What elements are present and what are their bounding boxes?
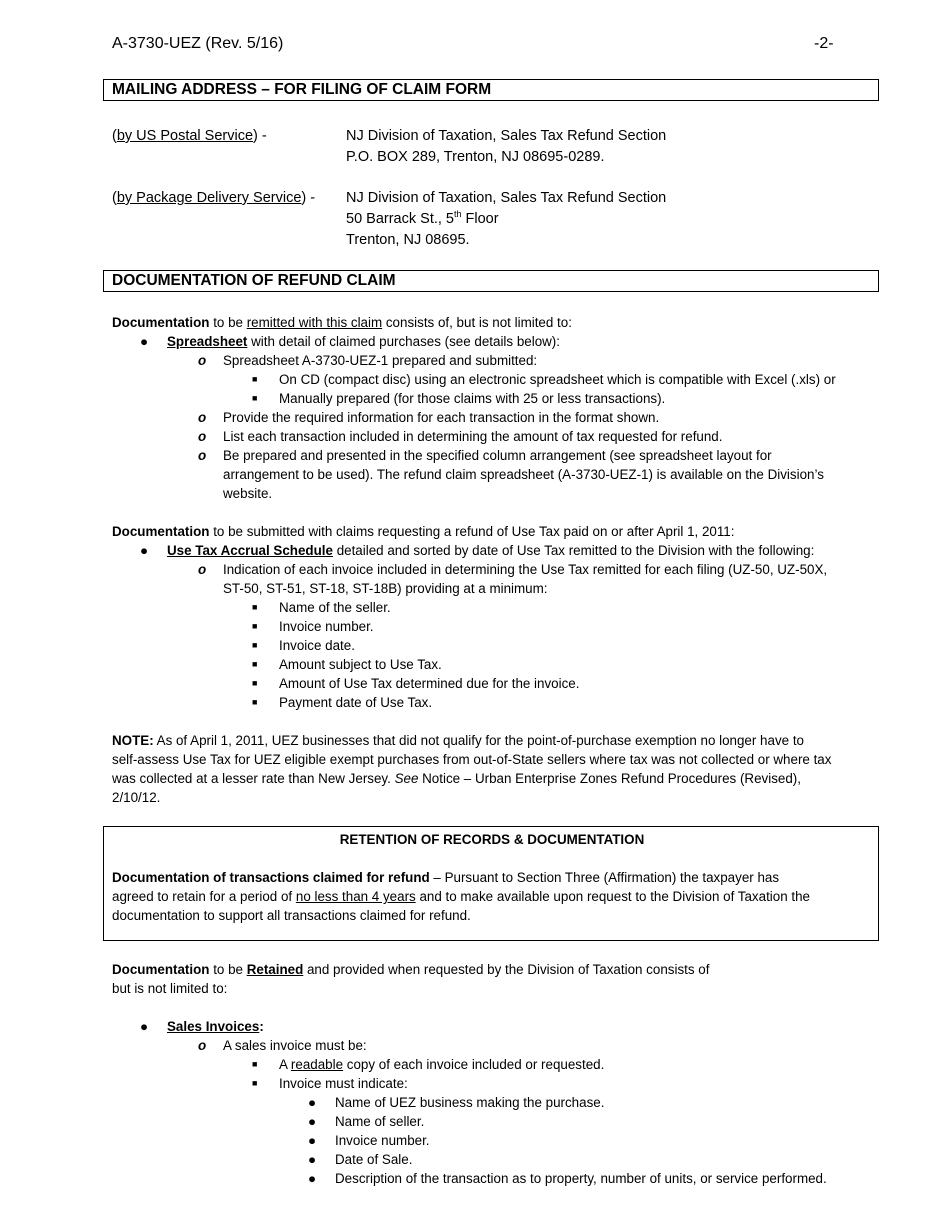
sales-invoices-section: [112, 1017, 882, 1188]
list-item: ● Spreadsheet with detail of claimed purchases (see details below):: [140, 334, 560, 349]
use-tax-intro: Documentation to be submitted with claims requesting a refund of Use Tax paid on or after April 1, 2011:: [112, 524, 735, 539]
document-page: A-3730-UEZ (Rev. 5/16) -2- MAILING ADDRESS – FOR FILING OF CLAIM FORM (by US Postal Service) - NJ Division of Taxation, Sales Tax Refund Section P.O. BOX 289, Trenton, NJ 08695-0289. (by Package Delivery Service) - NJ Division of Taxation, Sales Tax Refund Section 50 Barrack St., 5th Floor Trenton, NJ 08695. DOCUMENTATION OF REFUND CLAIM Documentation to be remitted with this claim consists of, but is not limited to: ● Spreadsheet with detail of claimed purchases (see details below): o Spreadsheet A-3730-UEZ-1 prepared and submitted: ■ On CD (compact disc) using an electronic spreadsheet which is compatible with Excel (.xls) or ■ Manually prepared (for those claims with 25 or less transactions). o Provide the required information for each transaction in the format shown. o List each transaction included in determining the amount of tax requested for refund. o Be prepared and presented in the specified column arrangement (see spreadsheet layout for arrangement to be used). The refund claim spreadsheet (A-3730-UEZ-1) is available on the Division’s website. Documentation to be submitted with claims requesting a refund of Use Tax paid on or after April 1, 2011: ● Use Tax Accrual Schedule detailed and sorted by date of Use Tax remitted to the Division with the following: o Indication of each invoice included in determining the Use Tax remitted for each filing (UZ-50, UZ-50X, ST-50, ST-51, ST-18, ST-18B) providing at a minimum: ■ Name of the seller. ■ Invoice number. ■ Invoice date. ■ Amount subject to Use Tax. ■ Amount of Use Tax determined due for the invoice. ■ Payment date of Use Tax. NOTE: As of April 1, 2011, UEZ businesses that did not qualify for the point-of-purchase exemption no longer have to self-assess Use Tax for UEZ eligible exempt purchases from out-of-State sellers where tax was not collected or where tax was collected at a lesser rate than New Jersey. See Notice – Urban Enterprise Zones Refund Procedures (Revised), 2/10/12. RETENTION OF RECORDS & DOCUMENTATION Documentation of transactions claimed for refund – Pursuant to Section Three (Affirmation) the taxpayer has agreed to retain for a period of no less than 4 years and to make available upon request to the Division of Taxation the documentation to support all transactions claimed for refund. Documentation to be Retained and provided when requested by the Division of Taxation consists of but is not limited to: ● Sales Invoices: o A sales invoice must be: ■ A readable copy of each invoice included or requested. ■ Invoice must indicate: ● Name of UEZ business making the purchase. ● Name of seller. ● Invoice number. ● Date of Sale. ● Description of the transaction as to property, number of units, or service performed.: [0, 0, 950, 1230]
square-bullet-icon: ■: [252, 1078, 258, 1088]
list-item: o Indication of each invoice included in determining the Use Tax remitted for each filing (UZ-50, UZ-50X,: [198, 562, 828, 577]
circle-bullet-icon: o: [198, 410, 207, 425]
list-item: ■ On CD (compact disc) using an electronic spreadsheet which is compatible with Excel (.xls) or: [252, 372, 836, 387]
square-bullet-icon: ■: [252, 697, 258, 707]
circle-bullet-icon: o: [198, 353, 207, 368]
list-item: ● Description of the transaction as to property, number of units, or service performed.: [308, 1171, 827, 1186]
square-bullet-icon: ■: [252, 374, 258, 384]
retention-title: RETENTION OF RECORDS & DOCUMENTATION: [339, 832, 645, 847]
bullet-icon: ●: [140, 1019, 149, 1034]
list-item: o Provide the required information for each transaction in the format shown.: [198, 410, 660, 425]
documentation-section: Documentation to be remitted with this claim consists of, but is not limited to: ● Spreadsheet with detail of claimed purchases (see details below): o Spreadsheet A-3730-UEZ-1 prepared and submitted: ■ On CD (compact disc) using an electronic spreadsheet which is compatible with Excel (.xls) or ■ Manually prepared (for those claims with 25 or less transactions). o Provide the required information for each transaction in the format shown. o List each transaction included in determining the amount of tax requested for refund. o Be prepared and presented in the specified column arrangement (see spreadsheet layout for arrangement to be used). The refund claim spreadsheet (A-3730-UEZ-1) is available on the Division’s website.: [112, 313, 882, 503]
package-label: by Package Delivery Service: [116, 190, 302, 206]
postal-line2: P.O. BOX 289, Trenton, NJ 08695-0289.: [346, 149, 605, 165]
square-bullet-icon: ■: [252, 678, 258, 688]
list-item: ■ A readable copy of each invoice included or requested.: [252, 1057, 605, 1072]
mailing-heading: MAILING ADDRESS – FOR FILING OF CLAIM FORM: [103, 79, 879, 101]
square-bullet-icon: ■: [252, 659, 258, 669]
bullet-icon: ●: [308, 1114, 317, 1129]
list-item: ■ Invoice date.: [252, 638, 355, 653]
bullet-icon: ●: [308, 1095, 317, 1110]
list-item: o A sales invoice must be:: [198, 1038, 367, 1053]
square-bullet-icon: ■: [252, 393, 258, 403]
bullet-icon: ●: [308, 1133, 317, 1148]
page-number: -2-: [814, 35, 834, 52]
list-item: ■ Manually prepared (for those claims with 25 or less transactions).: [252, 391, 666, 406]
retention-body: Documentation of transactions claimed for refund – Pursuant to Section Three (Affirmation) the taxpayer has agreed to retain for a period of no less than 4 years and to make available upon request to the Division of Taxation the documentation to support all transactions claimed for refund.: [112, 870, 811, 923]
square-bullet-icon: ■: [252, 640, 258, 650]
list-item: ■ Invoice number.: [252, 619, 374, 634]
list-item: ● Name of UEZ business making the purchase.: [308, 1095, 605, 1110]
note-label: NOTE:: [112, 733, 154, 748]
postal-label: by US Postal Service: [116, 128, 254, 144]
list-item: ● Use Tax Accrual Schedule detailed and sorted by date of Use Tax remitted to the Division with the following:: [140, 543, 815, 558]
list-item: ■ Name of the seller.: [252, 600, 391, 615]
square-bullet-icon: ■: [252, 621, 258, 631]
list-item: ● Name of seller.: [308, 1114, 425, 1129]
list-item: ■ Amount subject to Use Tax.: [252, 657, 442, 672]
list-item: o List each transaction included in determining the amount of tax requested for refund.: [198, 429, 723, 444]
form-id: A-3730-UEZ (Rev. 5/16): [112, 35, 284, 52]
list-item: ● Invoice number.: [308, 1133, 430, 1148]
list-item: o Spreadsheet A-3730-UEZ-1 prepared and submitted:: [198, 353, 538, 368]
list-item: ● Sales Invoices:: [140, 1019, 264, 1034]
bullet-icon: ●: [140, 334, 149, 349]
square-bullet-icon: ■: [252, 1059, 258, 1069]
list-item: ■ Invoice must indicate:: [252, 1076, 408, 1091]
retained-section: Documentation to be Retained and provided when requested by the Division of Taxation consists of but is not limited to:: [112, 962, 710, 996]
circle-bullet-icon: o: [198, 1038, 207, 1053]
bullet-icon: ●: [140, 543, 149, 558]
list-item: ● Date of Sale.: [308, 1152, 413, 1167]
documentation-heading: DOCUMENTATION OF REFUND CLAIM: [103, 270, 879, 292]
postal-line1: NJ Division of Taxation, Sales Tax Refund Section: [346, 128, 667, 144]
bullet-icon: ●: [308, 1152, 317, 1167]
list-item: o Be prepared and presented in the specified column arrangement (see spreadsheet layout for: [198, 448, 772, 463]
list-item: ■ Payment date of Use Tax.: [252, 695, 433, 710]
circle-bullet-icon: o: [198, 448, 207, 463]
square-bullet-icon: ■: [252, 602, 258, 612]
package-line1: NJ Division of Taxation, Sales Tax Refund Section: [346, 190, 667, 206]
note-section: NOTE: As of April 1, 2011, UEZ businesses that did not qualify for the point-of-purchase exemption no longer have to self-assess Use Tax for UEZ eligible exempt purchases from out-of-State sellers where tax was not collected or where tax was collected at a lesser rate than New Jersey. See Notice – Urban Enterprise Zones Refund Procedures (Revised), 2/10/12.: [112, 733, 832, 805]
retention-box: [103, 826, 879, 941]
package-line2: 50 Barrack St., 5th Floor: [346, 209, 499, 227]
bullet-icon: ●: [308, 1171, 317, 1186]
use-tax-section: Documentation to be submitted with claims requesting a refund of Use Tax paid on or after April 1, 2011: ● Use Tax Accrual Schedule detailed and sorted by date of Use Tax remitted to the Division with the following: o Indication of each invoice included in determining the Use Tax remitted for each filing (UZ-50, UZ-50X, ST-50, ST-51, ST-18, ST-18B) providing at a minimum: ■ Name of the seller. ■ Invoice number. ■ Invoice date. ■ Amount subject to Use Tax. ■ Amount of Use Tax determined due for the invoice. ■ Payment date of Use Tax.: [112, 522, 882, 712]
circle-bullet-icon: o: [198, 562, 207, 577]
doc-intro: Documentation to be remitted with this claim consists of, but is not limited to:: [112, 315, 572, 330]
package-line3: Trenton, NJ 08695.: [346, 232, 470, 248]
circle-bullet-icon: o: [198, 429, 207, 444]
list-item: ■ Amount of Use Tax determined due for the invoice.: [252, 676, 580, 691]
